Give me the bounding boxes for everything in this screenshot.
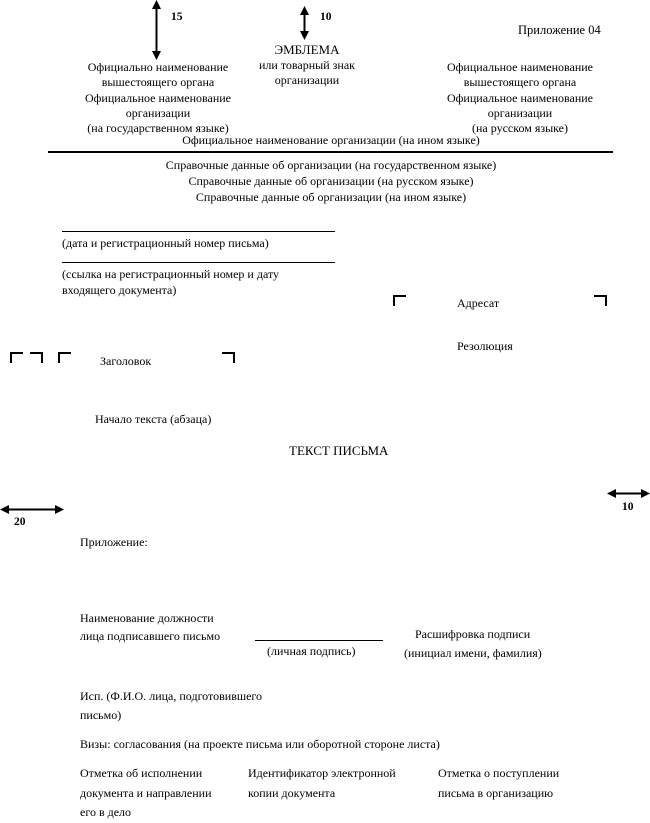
signer-position-line-1: Наименование должности [80, 611, 214, 625]
receipt-mark-line: Отметка о поступлении [438, 766, 560, 780]
attachment-label: Приложение: [80, 535, 148, 549]
emblem-line: ЭМБЛЕМА [274, 42, 340, 57]
incoming-reference-caption-1: (ссылка на регистрационный номер и дату [62, 267, 280, 281]
heading-corner-right-icon [30, 352, 43, 363]
letter-text-label: ТЕКСТ ПИСЬМА [289, 443, 389, 458]
incoming-reference-caption-2: входящего документа) [62, 283, 177, 297]
org-name-line: Официальное наименование [446, 60, 593, 74]
receipt-mark-block [438, 764, 559, 803]
incoming-reference-line [62, 262, 335, 263]
appendix-label: Приложение 04 [518, 23, 601, 37]
emblem-line: или товарный знак [259, 58, 355, 72]
signature-transcript-line-1: Расшифровка подписи [415, 627, 531, 641]
personal-signature-line [255, 640, 383, 641]
reference-data-line: Справочные данные об организации (на русском языке) [188, 174, 474, 188]
org-name-line: вышестоящего органа [101, 75, 215, 90]
signature-transcript-line-2: (инициал имени, фамилия) [404, 646, 542, 660]
execution-mark-line: документа и направлении [80, 785, 212, 800]
text-start-label: Начало текста (абзаца) [95, 412, 212, 426]
heading-corner-left2-icon [58, 352, 71, 363]
left-margin-value: 20 [14, 516, 26, 528]
receipt-mark-line: письма в организацию [438, 785, 554, 800]
org-name-line: (на русском языке) [472, 121, 568, 136]
executor-line-2: письмо) [80, 708, 122, 722]
org-name-line: (на государственном языке) [87, 121, 229, 136]
visas-label: Визы: согласования (на проекте письма или оборотной стороне листа) [80, 737, 440, 751]
header-right-column [415, 60, 625, 136]
emblem-line: организации [274, 73, 340, 88]
org-name-line: организации [487, 105, 553, 120]
addressee-label: Адресат [457, 296, 500, 310]
other-language-name: Официальное наименование организации (на ином языке) [182, 133, 480, 147]
top-margin-arrow-icon [150, 0, 163, 60]
top-center-margin-value: 10 [320, 11, 332, 23]
electronic-copy-id-line: копии документа [248, 785, 336, 800]
personal-signature-caption: (личная подпись) [267, 644, 356, 658]
signer-position-line-2: лица подписавшего письмо [80, 629, 221, 643]
date-number-caption: (дата и регистрационный номер письма) [62, 236, 269, 250]
reference-data-line: Справочные данные об организации (на ином языке) [195, 190, 467, 204]
heading-corner-right2-icon [222, 352, 235, 363]
right-margin-value: 10 [622, 501, 634, 513]
date-number-line [62, 231, 335, 232]
left-margin-arrow-icon [0, 503, 64, 516]
reference-data-block [50, 157, 612, 205]
execution-mark-line: его в дело [80, 805, 132, 819]
addressee-corner-right-icon [594, 295, 607, 306]
right-margin-arrow-icon [607, 487, 650, 500]
org-name-line: Официальное наименование [446, 90, 593, 105]
org-name-line: Официально наименование [87, 60, 229, 74]
reference-data-line: Справочные данные об организации (на государственном языке) [165, 158, 497, 172]
execution-mark-block [80, 764, 212, 823]
electronic-copy-id-block [248, 764, 396, 803]
execution-mark-line: Отметка об исполнении [80, 766, 203, 780]
resolution-label: Резолюция [457, 339, 513, 353]
executor-line-1: Исп. (Ф.И.О. лица, подготовившего [80, 689, 263, 703]
org-name-line: вышестоящего органа [463, 75, 577, 90]
org-name-line: Официальное наименование [84, 90, 231, 105]
addressee-corner-left-icon [393, 295, 406, 306]
header-left-column [58, 60, 258, 136]
emblem-margin-arrow-icon [298, 6, 311, 40]
top-left-margin-value: 15 [171, 11, 183, 23]
electronic-copy-id-line: Идентификатор электронной [248, 766, 396, 780]
heading-label: Заголовок [100, 354, 152, 368]
org-name-line: организации [125, 105, 191, 120]
heading-corner-left-icon [10, 352, 23, 363]
header-divider-line [48, 151, 613, 153]
header-emblem-column [232, 41, 382, 89]
